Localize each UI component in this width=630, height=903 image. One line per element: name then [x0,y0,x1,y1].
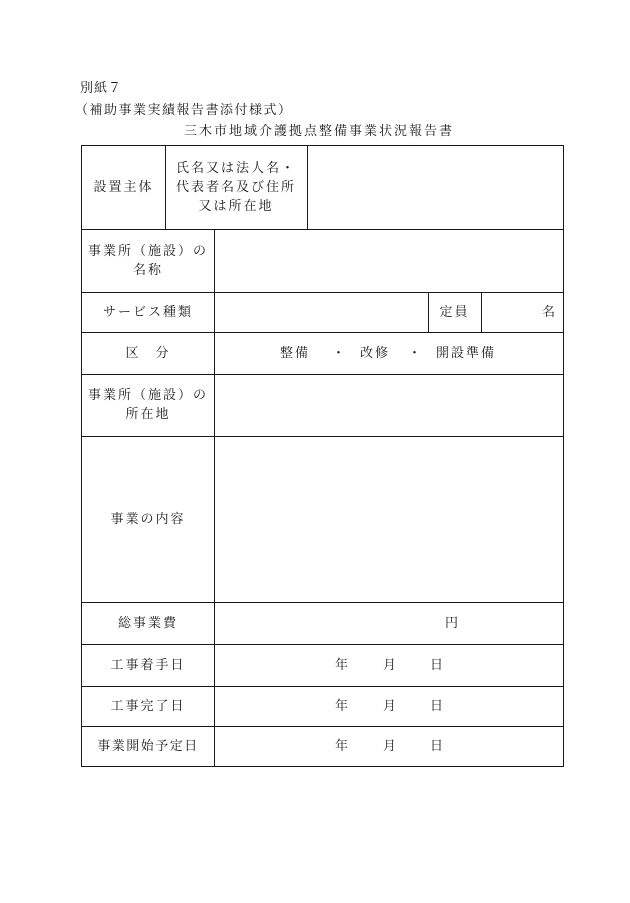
yen-unit: 円 [445,615,461,631]
document-title: 三木市地域介護拠点整備事業状況報告書 [183,124,454,139]
category-options [214,332,563,374]
category-separator: ・ [332,345,348,361]
category-option-opening-prep[interactable]: 開設準備 [436,345,497,361]
category-option-renovation[interactable]: 整備 [280,345,311,361]
year-unit: 年 [335,698,351,714]
construction-start-date-field[interactable] [214,644,563,686]
project-content-field[interactable] [214,436,563,602]
year-unit: 年 [335,738,351,754]
project-content-label: 事業の内容 [110,511,186,527]
construction-complete-date-field[interactable] [214,686,563,726]
day-unit: 日 [430,657,446,673]
month-unit: 月 [383,738,399,754]
day-unit: 日 [430,738,446,754]
report-form-table [81,145,564,767]
total-cost-label: 総事業費 [117,615,178,631]
month-unit: 月 [383,698,399,714]
service-start-label: 事業開始予定日 [97,738,199,754]
capacity-field[interactable] [481,292,563,332]
total-cost-field[interactable] [214,602,563,644]
category-separator: ・ [408,345,424,361]
day-unit: 日 [430,698,446,714]
month-unit: 月 [383,657,399,673]
form-subtitle: （補助事業実績報告書添付様式） [75,103,293,118]
founder-sub-label: 氏名又は法人名・ 代表者名及び住所 又は所在地 [175,161,296,214]
category-option-repair[interactable]: 改修 [360,345,391,361]
construction-complete-label: 工事完了日 [110,698,186,714]
year-unit: 年 [335,657,351,673]
attachment-label: 別紙７ [80,81,123,96]
facility-name-field[interactable] [214,229,563,292]
category-label: 区 分 [125,345,171,361]
service-start-date-field[interactable] [214,726,563,766]
construction-start-label: 工事着手日 [110,657,186,673]
capacity-unit: 名 [541,304,557,320]
facility-name-label: 事業所（施設）の 名称 [87,243,208,278]
founder-value-field[interactable] [307,146,563,229]
facility-location-field[interactable] [214,374,563,436]
founder-label: 設置主体 [93,180,154,195]
capacity-label: 定員 [439,304,470,320]
service-type-field[interactable] [214,292,428,332]
facility-location-label: 事業所（施設）の 所在地 [87,388,208,422]
service-type-label: サービス種類 [102,304,193,320]
